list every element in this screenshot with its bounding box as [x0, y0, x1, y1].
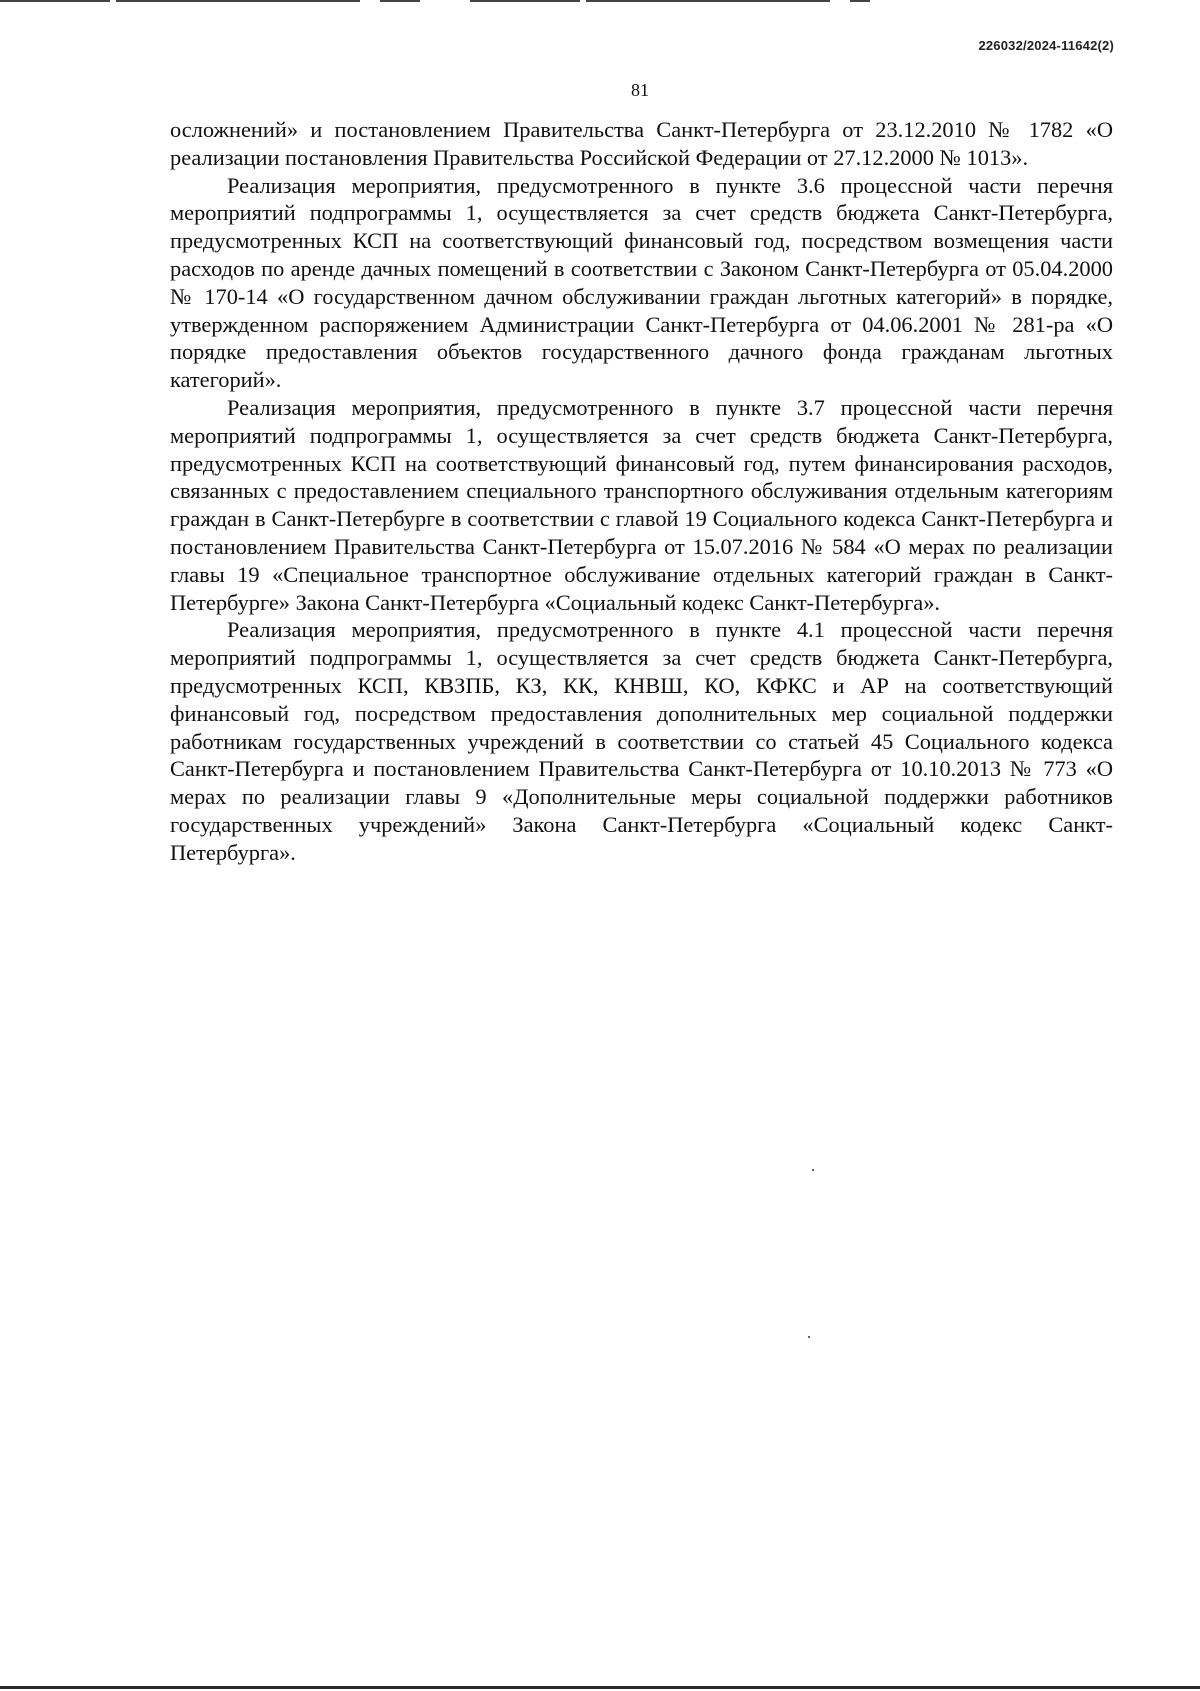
- document-body: [170, 116, 1113, 867]
- scan-speck: [812, 1169, 814, 1171]
- paragraph-item-4-1: Реализация мероприятия, предусмотренного в пункте 4.1 процессной части перечня мероприятий подпрограммы 1, осуществляется за счет средств бюджета Санкт-Петербурга, предусмотренных КСП, КВЗПБ, КЗ, КК, КНВШ, КО, КФКС и АР на соответствующий финансовый год, посредством предоставления дополнительных мер социальной поддержки работникам государственных учреждений в соответствии со статьей 45 Социального кодекса Санкт-Петербурга и постановлением Правительства Санкт-Петербурга от 10.10.2013 № 773 «О мерах по реализации главы 9 «Дополнительные меры социальной поддержки работников государственных учреждений» Закона Санкт-Петербурга «Социальный кодекс Санкт-Петербурга».: [170, 617, 1113, 865]
- paragraph-item-3-7: Реализация мероприятия, предусмотренного в пункте 3.7 процессной части перечня мероприятий подпрограммы 1, осуществляется за счет средств бюджета Санкт-Петербурга, предусмотренных КСП на соответствующий финансовый год, путем финансирования расходов, связанных с предоставлением специального транспортного обслуживания отдельным категориям граждан в Санкт-Петербурге в соответствии с главой 19 Социального кодекса Санкт-Петербурга и постановлением Правительства Санкт-Петербурга от 15.07.2016 № 584 «О мерах по реализации главы 19 «Специальное транспортное обслуживание отдельных категорий граждан в Санкт-Петербурге» Закона Санкт-Петербурга «Социальный кодекс Санкт-Петербурга».: [170, 394, 1113, 615]
- scan-top-edge: [0, 0, 870, 2]
- scan-bottom-edge: [0, 1686, 1200, 1689]
- paragraph-continuation: осложнений» и постановлением Правительства Санкт-Петербурга от 23.12.2010 № 1782 «О реализации постановления Правительства Российской Федерации от 27.12.2000 № 1013».: [170, 117, 1113, 170]
- scan-speck: [808, 1336, 810, 1338]
- paragraph-item-3-6: Реализация мероприятия, предусмотренного в пункте 3.6 процессной части перечня мероприятий подпрограммы 1, осуществляется за счет средств бюджета Санкт-Петербурга, предусмотренных КСП на соответствующий финансовый год, посредством возмещения части расходов по аренде дачных помещений в соответствии с Законом Санкт-Петербурга от 05.04.2000 № 170-14 «О государственном дачном обслуживании граждан льготных категорий» в порядке, утвержденном распоряжением Администрации Санкт-Петербурга от 04.06.2001 № 281-ра «О порядке предоставления объектов государственного дачного фонда гражданам льготных категорий».: [170, 172, 1113, 393]
- document-id: 226032/2024-11642(2): [978, 38, 1114, 53]
- page-number: 81: [631, 80, 649, 100]
